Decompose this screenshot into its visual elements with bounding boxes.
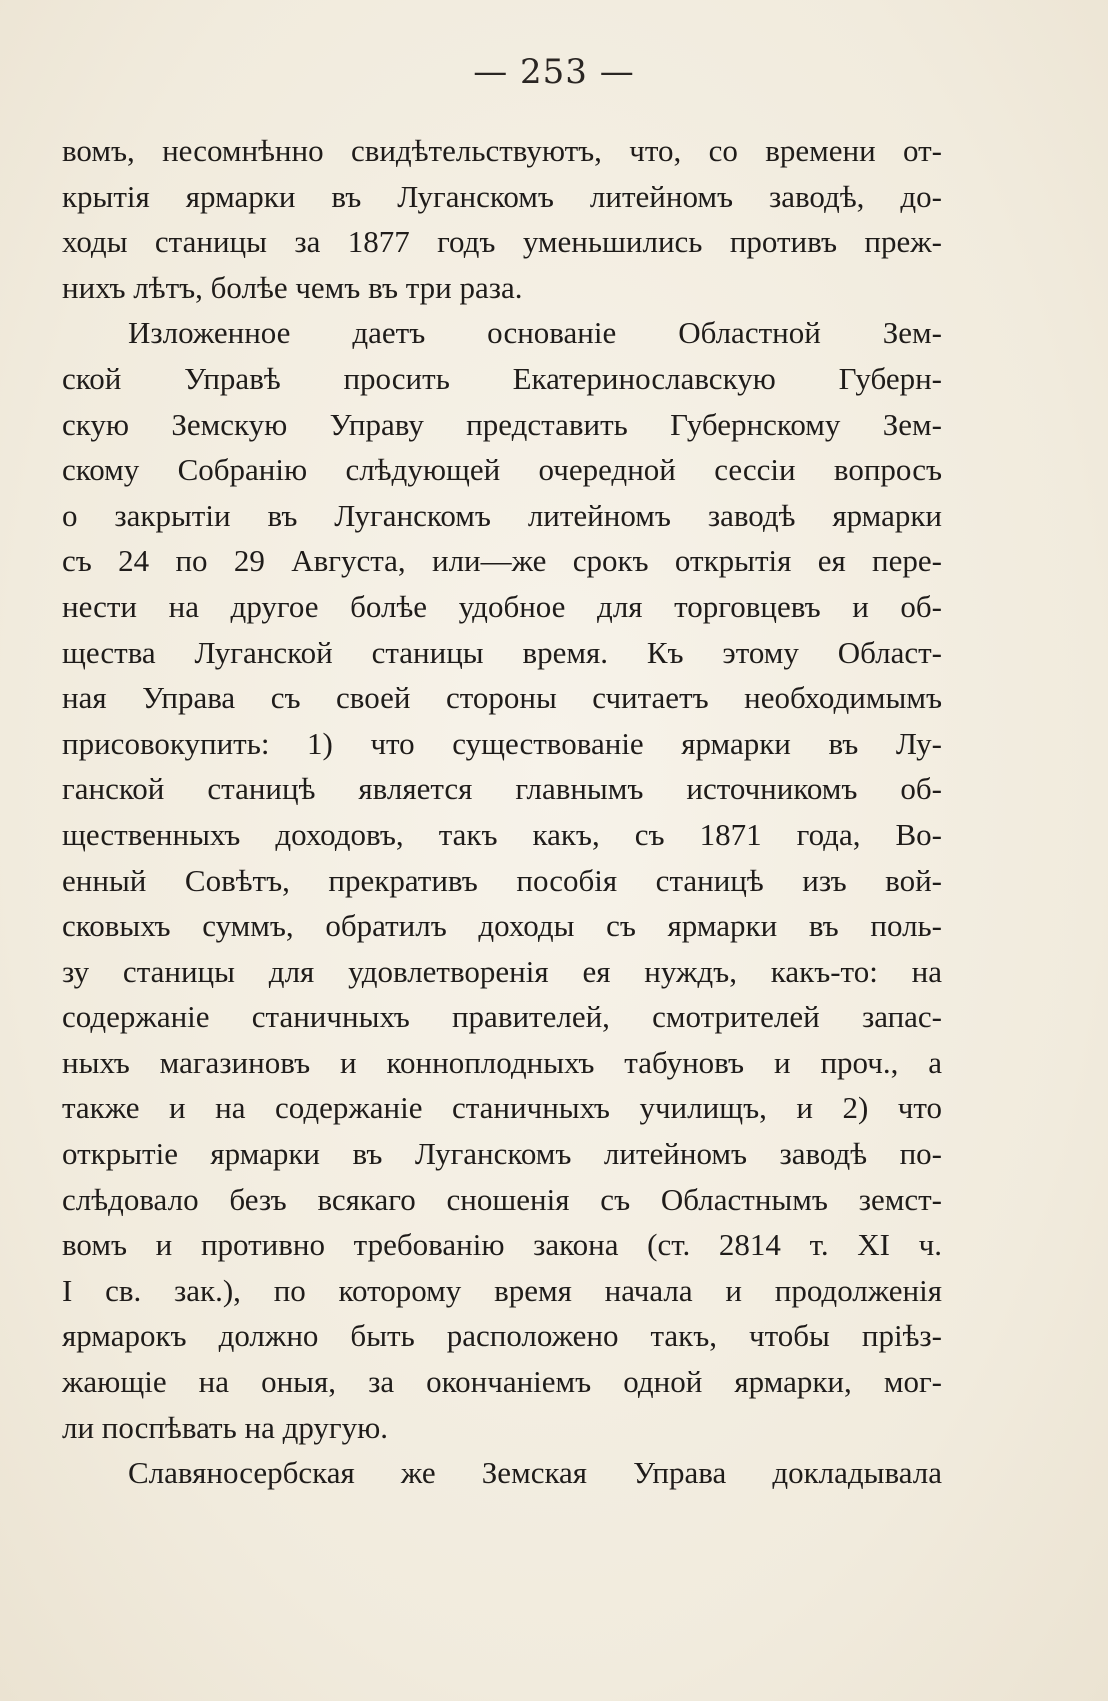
text-line: также и на содержаніе станичныхъ училищъ, и 2) что xyxy=(62,1090,942,1126)
text-line: щественныхъ доходовъ, такъ какъ, съ 1871 года, Во- xyxy=(62,816,942,852)
text-line: сковыхъ суммъ, обратилъ доходы съ ярмарки въ поль- xyxy=(62,908,942,944)
paragraph xyxy=(62,310,942,1450)
text-line: вомъ, несомнѣнно свидѣтельствуютъ, что, со времени от- xyxy=(62,133,942,168)
paragraph xyxy=(62,1450,942,1496)
text-line: скую Земскую Управу представить Губернскому Зем- xyxy=(62,406,942,442)
text-line: I св. зак.), по которому время начала и продолженія xyxy=(62,1272,942,1308)
text-line: жающіе на оныя, за окончаніемъ одной ярмарки, мог- xyxy=(62,1364,942,1400)
page-number: — 253 — xyxy=(473,52,635,92)
text-line: ныхъ магазиновъ и конноплодныхъ табуновъ и проч., а xyxy=(62,1044,942,1080)
text-line: нести на другое болѣе удобное для торговцевъ и об- xyxy=(62,588,942,624)
text-line: ганской станицѣ является главнымъ источникомъ об- xyxy=(62,771,942,807)
text-line: съ 24 по 29 Августа, или—же срокъ открытія ея пере- xyxy=(62,543,942,579)
text-line: крытія ярмарки въ Луганскомъ литейномъ заводѣ, до- xyxy=(62,178,942,214)
text-line: присовокупить: 1) что существованіе ярмарки въ Лу- xyxy=(62,725,942,761)
text-line: Изложенное даетъ основаніе Областной Зем- xyxy=(128,315,942,351)
text-line: ходы станицы за 1877 годъ уменьшились противъ преж- xyxy=(62,224,942,260)
text-line: ли поспѣвать на другую. xyxy=(62,1409,389,1445)
text-line: ная Управа съ своей стороны считаетъ необходимымъ xyxy=(62,680,942,716)
text-line: ярмарокъ должно быть расположено такъ, чтобы пріѣз- xyxy=(62,1318,942,1354)
body-text xyxy=(62,128,942,1496)
text-line: енный Совѣтъ, прекративъ пособія станицѣ изъ вой- xyxy=(62,862,942,898)
text-line: нихъ лѣтъ, болѣе чемъ въ три раза. xyxy=(62,269,523,305)
text-line: слѣдовало безъ всякаго сношенія съ Областнымъ земст- xyxy=(62,1181,942,1217)
text-line: о закрытіи въ Луганскомъ литейномъ заводѣ ярмарки xyxy=(62,497,942,533)
text-line: скому Собранію слѣдующей очередной сессіи вопросъ xyxy=(62,452,942,488)
text-line: Славяносербская же Земская Управа докладывала xyxy=(128,1455,942,1491)
text-line: открытіе ярмарки въ Луганскомъ литейномъ заводѣ по- xyxy=(62,1136,942,1172)
text-line: ской Управѣ просить Екатеринославскую Губерн- xyxy=(62,360,942,396)
text-line: содержаніе станичныхъ правителей, смотрителей запас- xyxy=(62,999,942,1035)
text-line: щества Луганской станицы время. Къ этому Област- xyxy=(62,634,942,670)
paragraph xyxy=(62,128,942,310)
text-line: вомъ и противно требованію закона (ст. 2814 т. XI ч. xyxy=(62,1227,942,1263)
text-line: зу станицы для удовлетворенія ея нуждъ, какъ-то: на xyxy=(62,953,942,989)
